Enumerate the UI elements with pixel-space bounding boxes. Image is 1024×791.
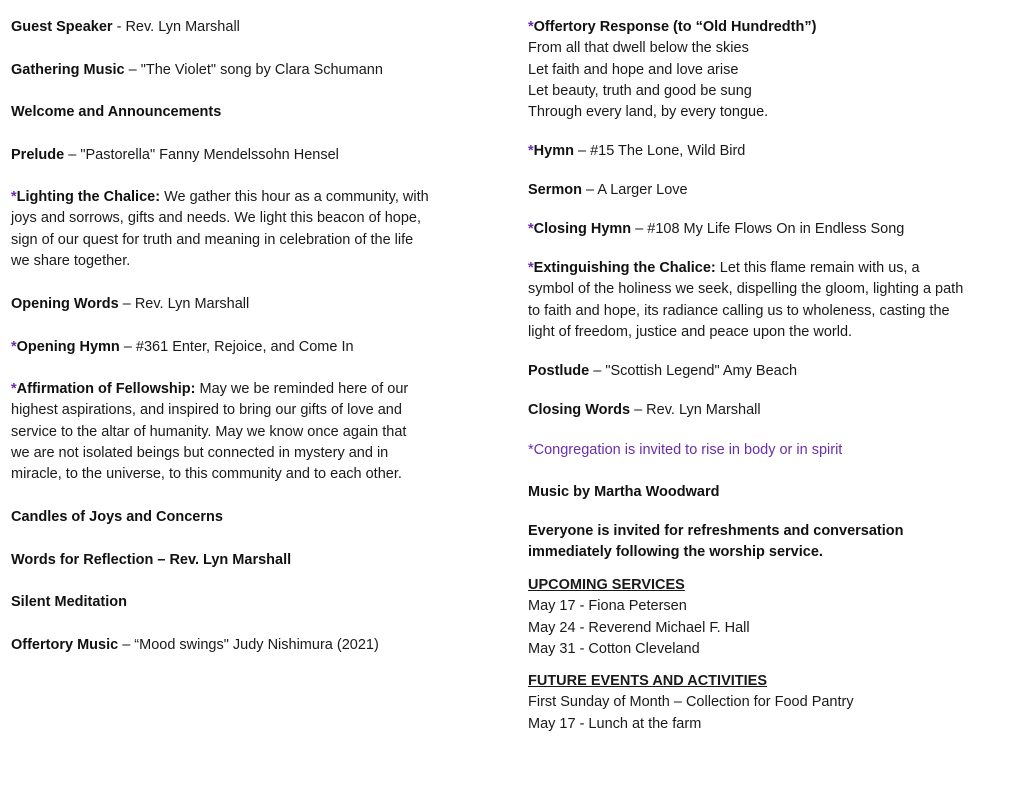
candles-entry: [11, 507, 481, 528]
rise-marker: *: [528, 19, 534, 35]
reflection-label: Words for Reflection – Rev. Lyn Marshall: [11, 552, 292, 568]
gathering-music-entry: [11, 60, 481, 81]
offertory-response-label: Offertory Response (to “Old Hundredth”): [533, 19, 817, 35]
closing-words-entry: [528, 400, 1008, 421]
guest-speaker-text: Rev. Lyn Marshall: [125, 19, 240, 35]
upcoming-services-heading: UPCOMING SERVICES: [528, 577, 685, 593]
extinguishing-line-2: symbol of the holiness we seek, dispelling the gloom, lighting a path: [528, 281, 964, 298]
affirmation-line-1: May we be reminded here of our: [195, 381, 409, 397]
rise-marker: *: [11, 339, 17, 355]
response-line-4: Through every land, by every tongue.: [528, 104, 769, 121]
separator: –: [64, 147, 81, 163]
separator: –: [118, 637, 135, 653]
lighting-chalice-entry: [11, 187, 481, 272]
closing-words-text: Rev. Lyn Marshall: [646, 402, 761, 418]
meditation-label: Silent Meditation: [11, 594, 127, 610]
separator: –: [573, 143, 591, 159]
separator: –: [119, 339, 136, 355]
candles-label: Candles of Joys and Concerns: [11, 509, 223, 525]
opening-words-label: Opening Words: [11, 296, 119, 312]
separator: –: [118, 296, 135, 312]
separator: –: [631, 221, 648, 237]
upcoming-services-section: [528, 575, 1008, 660]
offertory-response-entry: [528, 17, 1008, 123]
postlude-label: Postlude: [528, 363, 590, 379]
refreshments-entry: [528, 521, 1008, 564]
affirmation-line-4: we are not isolated beings but connected in mystery and in: [11, 444, 389, 461]
extinguishing-label: Extinguishing the Chalice:: [533, 260, 716, 276]
postlude-entry: [528, 361, 1008, 382]
affirmation-entry: [11, 379, 481, 485]
music-by-label: Music by Martha Woodward: [528, 484, 720, 500]
separator: –: [582, 182, 598, 198]
sermon-text: A Larger Love: [597, 182, 688, 198]
offertory-music-label: Offertory Music: [11, 637, 119, 653]
affirmation-line-3: service to the altar of humanity. May we know once again that: [11, 423, 407, 440]
opening-hymn-label: Opening Hymn: [16, 339, 120, 355]
list-item: First Sunday of Month – Collection for Food Pantry: [528, 694, 854, 711]
reflection-entry: [11, 550, 481, 571]
extinguishing-line-1: Let this flame remain with us, a: [715, 260, 920, 276]
opening-hymn-entry: [11, 337, 481, 358]
response-line-1: From all that dwell below the skies: [528, 40, 749, 57]
refreshments-line-1: Everyone is invited for refreshments and conversation: [528, 523, 904, 539]
prelude-text: "Pastorella" Fanny Mendelssohn Hensel: [80, 147, 339, 163]
offertory-music-entry: [11, 635, 481, 656]
response-line-2: Let faith and hope and love arise: [528, 61, 739, 78]
lighting-line-3: sign of our quest for truth and meaning in celebration of the life: [11, 231, 414, 248]
welcome-label: Welcome and Announcements: [11, 104, 222, 120]
closing-hymn-label: Closing Hymn: [533, 221, 632, 237]
hymn-label: Hymn: [533, 143, 574, 159]
rise-marker: *: [528, 260, 534, 276]
guest-speaker-label: Guest Speaker: [11, 19, 113, 35]
postlude-text: "Scottish Legend" Amy Beach: [605, 363, 798, 379]
hymn-text: #15 The Lone, Wild Bird: [590, 143, 746, 159]
list-item: May 24 - Reverend Michael F. Hall: [528, 619, 750, 636]
rise-marker: *: [528, 143, 534, 159]
offertory-music-text: “Mood swings" Judy Nishimura (2021): [134, 637, 379, 653]
separator: –: [589, 363, 606, 379]
prelude-entry: [11, 145, 481, 166]
list-item: May 17 - Lunch at the farm: [528, 715, 702, 732]
meditation-entry: [11, 592, 481, 613]
list-item: May 17 - Fiona Petersen: [528, 598, 687, 615]
rise-marker: *: [528, 221, 534, 237]
opening-words-entry: [11, 294, 481, 315]
future-events-section: [528, 671, 1008, 735]
lighting-line-2: joys and sorrows, gifts and needs. We light this beacon of hope,: [11, 210, 422, 227]
sermon-label: Sermon: [528, 182, 582, 198]
opening-hymn-text: #361 Enter, Rejoice, and Come In: [135, 339, 354, 355]
future-events-heading: FUTURE EVENTS AND ACTIVITIES: [528, 673, 767, 689]
extinguishing-line-3: to faith and hope, its radiance calling us to wholeness, casting the: [528, 302, 950, 319]
separator: –: [630, 402, 647, 418]
closing-words-label: Closing Words: [528, 402, 631, 418]
congregation-note: *Congregation is invited to rise in body or in spirit: [528, 442, 843, 458]
gathering-music-label: Gathering Music: [11, 62, 125, 78]
closing-hymn-text: #108 My Life Flows On in Endless Song: [647, 221, 905, 237]
lighting-chalice-label: Lighting the Chalice:: [16, 189, 161, 205]
prelude-label: Prelude: [11, 147, 65, 163]
response-line-3: Let beauty, truth and good be sung: [528, 82, 752, 99]
refreshments-line-2: immediately following the worship service.: [528, 544, 823, 561]
hymn-entry: [528, 141, 1008, 162]
extinguishing-line-4: light of freedom, justice and peace upon the world.: [528, 323, 853, 340]
separator: -: [112, 19, 126, 35]
affirmation-line-5: miracle, to the universe, to this community and to each other.: [11, 466, 402, 483]
rise-marker: *: [11, 381, 17, 397]
affirmation-label: Affirmation of Fellowship:: [16, 381, 196, 397]
extinguishing-entry: [528, 258, 1008, 343]
closing-hymn-entry: [528, 219, 1008, 240]
guest-speaker-entry: [11, 17, 481, 38]
music-by-entry: [528, 482, 1008, 503]
gathering-music-text: "The Violet" song by Clara Schumann: [140, 62, 383, 78]
opening-words-text: Rev. Lyn Marshall: [134, 296, 250, 312]
lighting-line-4: we share together.: [11, 252, 131, 269]
sermon-entry: [528, 180, 1008, 201]
rise-marker: *: [11, 189, 17, 205]
affirmation-line-2: highest aspirations, and inspired to bring our gifts of love and: [11, 402, 402, 419]
lighting-line-1: We gather this hour as a community, with: [160, 189, 429, 205]
welcome-entry: [11, 102, 481, 123]
list-item: May 31 - Cotton Cleveland: [528, 640, 700, 657]
separator: –: [124, 62, 141, 78]
